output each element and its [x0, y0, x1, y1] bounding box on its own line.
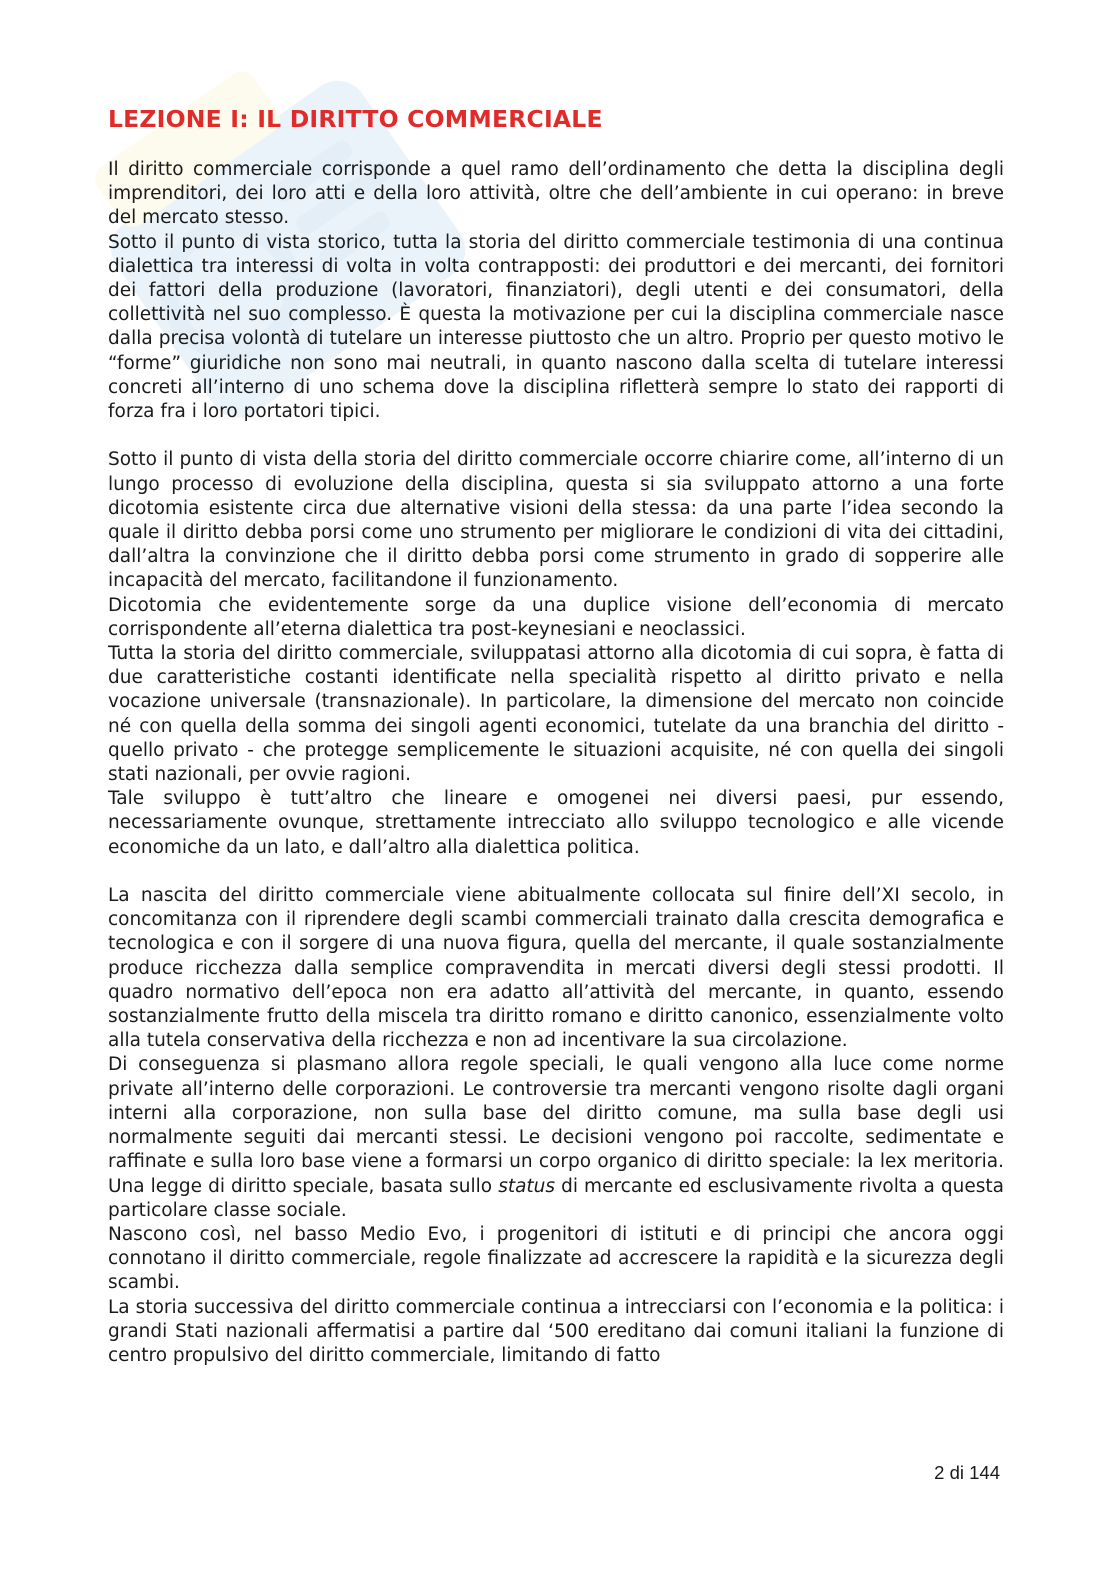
paragraph-with-italic	[108, 1053, 1004, 1222]
paragraph-text: di mercante ed esclusivamente rivolta a questa particolare classe sociale.	[108, 1175, 1004, 1221]
italic-term: status	[498, 1175, 556, 1197]
page-title: LEZIONE I: IL DIRITTO COMMERCIALE	[108, 105, 603, 133]
paragraph: Sotto il punto di vista storico, tutta la storia del diritto commerciale testimonia di una continua dialettica tra interessi di volta in volta contrapposti: dei produttori e dei mercanti, dei fornitori dei fattori della produzione (lavoratori, finanziatori), degli utenti e dei consumatori, della collettività nel suo complesso. È questa la motivazione per cui la disciplina commerciale nasce dalla precisa volontà di tutelare un interesse piuttosto che un altro. Proprio per questo motivo le “forme” giuridiche non sono mai neutrali, in quanto nascono dalla scelta di tutelare interessi concreti all’interno di uno schema dove la disciplina rifletterà sempre lo stato dei rapporti di forza fra i loro portatori tipici.	[108, 231, 1004, 423]
page-number: 2 di 144	[934, 1462, 1000, 1483]
paragraph-gap	[108, 860, 1004, 884]
paragraph: La nascita del diritto commerciale viene abitualmente collocata sul finire dell’XI secolo, in concomitanza con il riprendere degli scambi commerciali trainato dalla crescita demografica e tecnologica e con il sorgere di una nuova figura, quella del mercante, il quale sostanzialmente produce ricchezza dalla semplice compravendita in mercati diversi degli stessi prodotti. Il quadro normativo dell’epoca non era adatto all’attività del mercante, in quanto, essendo sostanzialmente frutto della miscela tra diritto romano e diritto canonico, essenzialmente volto alla tutela conservativa della ricchezza e non ad incentivare la sua circolazione.	[108, 885, 1004, 1052]
paragraph: Il diritto commerciale corrisponde a quel ramo dell’ordinamento che detta la disciplina degli imprenditori, dei loro atti e della loro attività, oltre che dell’ambiente in cui operano: in breve del mercato stesso.	[108, 159, 1004, 229]
paragraph: Nascono così, nel basso Medio Evo, i progenitori di istituti e di principi che ancora oggi connotano il diritto commerciale, regole finalizzate ad accrescere la rapidità e la sicurezza degli scambi.	[108, 1223, 1004, 1294]
paragraph: Tale sviluppo è tutt’altro che lineare e omogenei nei diversi paesi, pur essendo, necessariamente ovunque, strettamente intrecciato allo sviluppo tecnologico e alle vicende economiche da un lato, e dall’altro alla dialettica politica.	[108, 788, 1004, 858]
paragraph: Tutta la storia del diritto commerciale, sviluppatasi attorno alla dicotomia di cui sopra, è fatta di due caratteristiche costanti identificate nella specialità rispetto al diritto privato e nella vocazione universale (transnazionale). In particolare, la dimensione del mercato non coincide né con quella della somma dei singoli agenti economici, tutelate da una branchia del diritto - quello privato - che protegge semplicemente le situazioni acquisite, né con quella dei singoli stati nazionali, per ovvie ragioni.	[108, 643, 1004, 786]
paragraph-gap	[108, 424, 1004, 448]
paragraph: La storia successiva del diritto commerciale continua a intrecciarsi con l’economia e la politica: i grandi Stati nazionali affermatisi a partire dal ‘500 ereditano dai comuni italiani la funzione di centro propulsivo del diritto commerciale, limitando di fatto	[108, 1296, 1004, 1366]
paragraph: Dicotomia che evidentemente sorge da una duplice visione dell’economia di mercato corrispondente all’eterna dialettica tra post-keynesiani e neoclassici.	[108, 594, 1004, 640]
paragraph: Sotto il punto di vista della storia del diritto commerciale occorre chiarire come, all’interno di un lungo processo di evoluzione della disciplina, questa si sia sviluppato attorno a una forte dicotomia esistente circa due alternative visioni della stessa: da una parte l’idea secondo la quale il diritto debba porsi come uno strumento per migliorare le condizioni di vita dei cittadini, dall’altra la convinzione che il diritto debba porsi come strumento in grado di sopperire alle incapacità del mercato, facilitandone il funzionamento.	[108, 449, 1004, 592]
paragraph-text: Di conseguenza si plasmano allora regole speciali, le quali vengono alla luce come norme private all’interno delle corporazioni. Le controversie tra mercanti vengono risolte dagli organi interni alla corporazione, non sulla base del diritto comune, ma sulla base degli usi normalmente seguiti dai mercanti stessi. Le decisioni vengono poi raccolte, sedimentate e raffinate e sulla loro base viene a formarsi un corpo organico di diritto speciale: la lex meritoria. Una legge di diritto speciale, basata sullo	[108, 1054, 1004, 1197]
document-page	[108, 104, 1004, 1368]
